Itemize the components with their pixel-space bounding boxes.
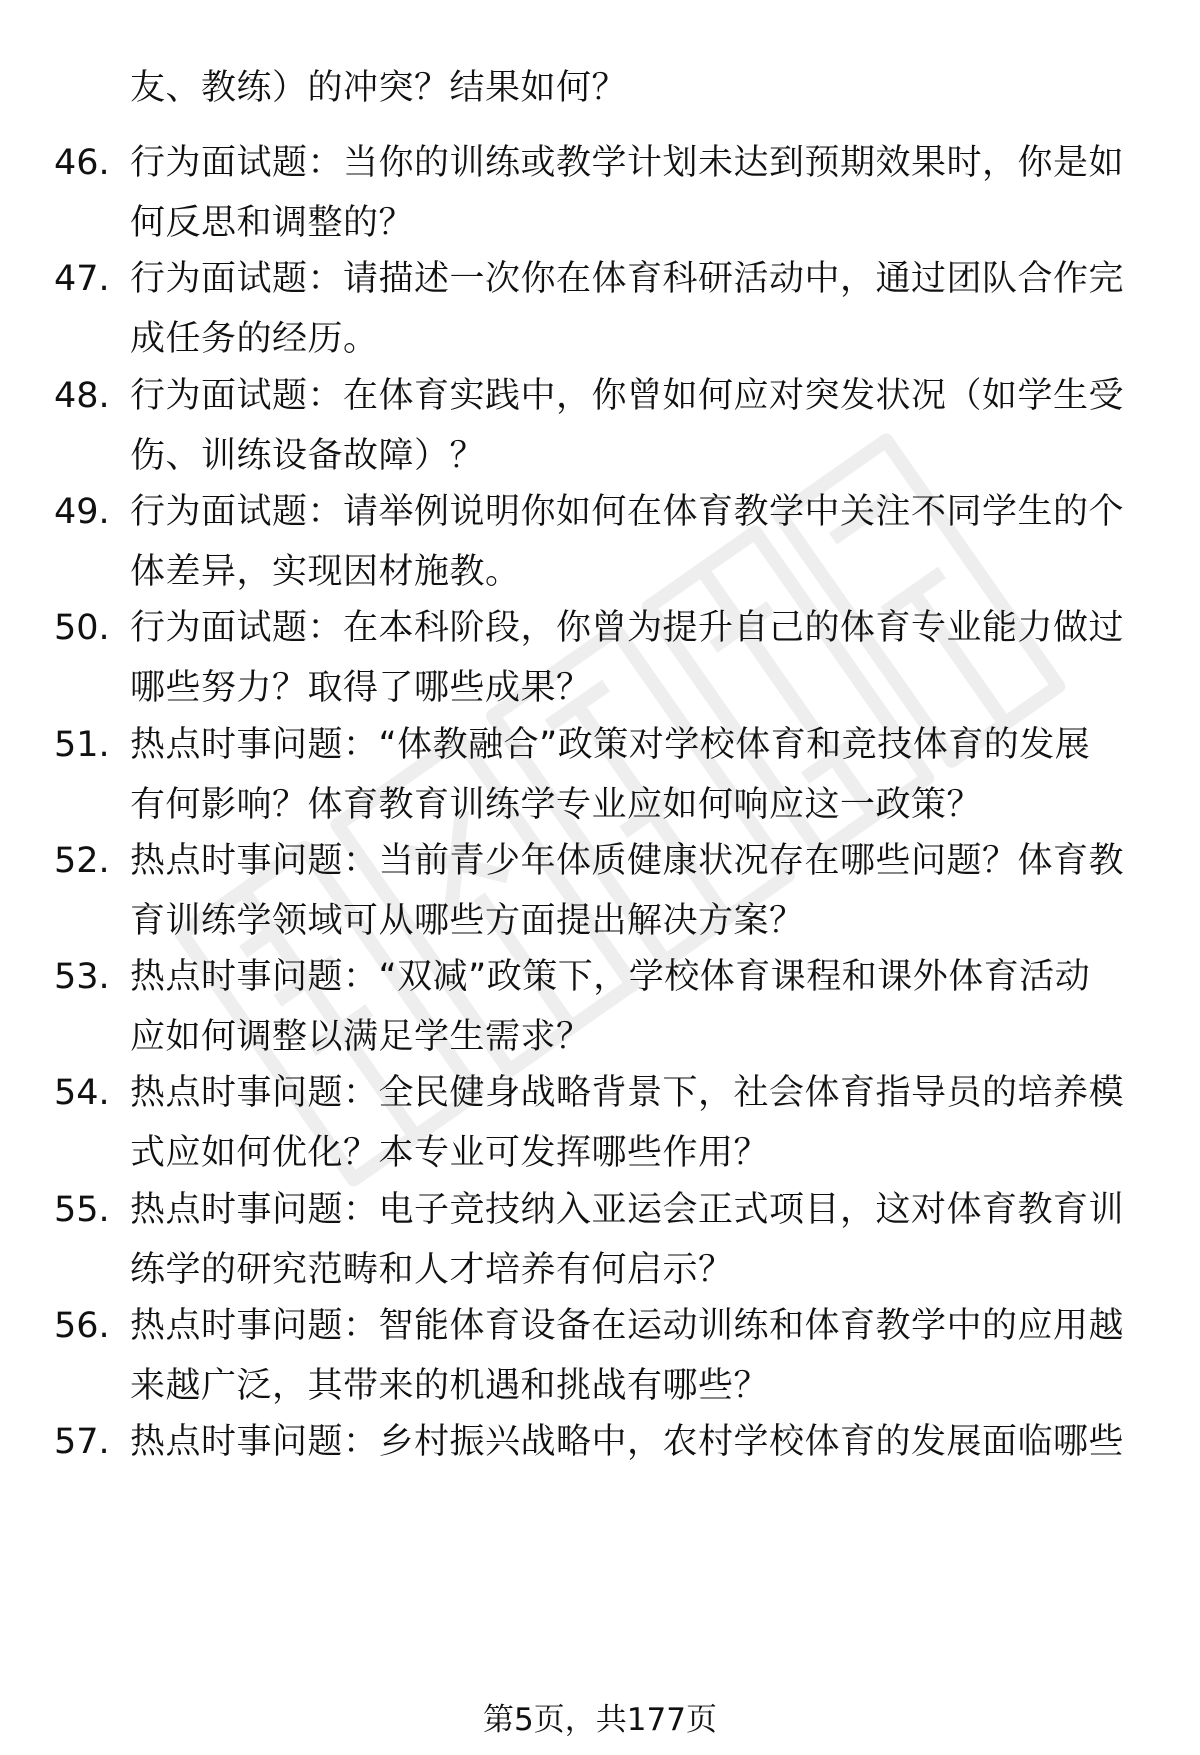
- question-text-line1: 行为面试题：当你的训练或教学计划未达到预期效果时，你是如: [130, 143, 1125, 183]
- question-item: [0, 1414, 1200, 1534]
- continuation-line: 友、教练）的冲突？结果如何？: [130, 68, 628, 108]
- question-item: [0, 600, 1200, 720]
- question-text-line2: 育训练学领域可从哪些方面提出解决方案？: [130, 901, 805, 941]
- question-number: 57.: [54, 1422, 110, 1462]
- question-text-line1: 热点时事问题：“体教融合”政策对学校体育和竞技体育的发展: [130, 725, 1091, 765]
- question-number: 52.: [54, 841, 110, 881]
- question-text-line2: 体差异，实现因材施教。: [130, 552, 521, 592]
- question-number: 48.: [54, 376, 110, 416]
- question-text-line2: 应如何调整以满足学生需求？: [130, 1017, 592, 1057]
- question-number: 49.: [54, 492, 110, 532]
- question-number: 53.: [54, 957, 110, 997]
- question-text-line1: 热点时事问题：电子竞技纳入亚运会正式项目，这对体育教育训: [130, 1190, 1125, 1230]
- question-text-line2: 来越广泛，其带来的机遇和挑战有哪些？: [130, 1366, 770, 1406]
- question-number: 50.: [54, 608, 110, 648]
- question-item: [0, 1298, 1200, 1418]
- question-text-line1: 行为面试题：在本科阶段，你曾为提升自己的体育专业能力做过: [130, 608, 1125, 648]
- question-text-line1: 热点时事问题：智能体育设备在运动训练和体育教学中的应用越: [130, 1306, 1125, 1346]
- question-text-line1: 热点时事问题：乡村振兴战略中，农村学校体育的发展面临哪些: [130, 1422, 1125, 1462]
- question-text-line2: 有何影响？体育教育训练学专业应如何响应这一政策？: [130, 785, 983, 825]
- question-text-line1: 热点时事问题：当前青少年体质健康状况存在哪些问题？体育教: [130, 841, 1125, 881]
- question-text-line2: 练学的研究范畴和人才培养有何启示？: [130, 1250, 734, 1290]
- question-text-line1: 行为面试题：请描述一次你在体育科研活动中，通过团队合作完: [130, 259, 1125, 299]
- question-number: 56.: [54, 1306, 110, 1346]
- question-item: [0, 717, 1200, 837]
- question-item: [0, 368, 1200, 488]
- question-text-line2: 哪些努力？取得了哪些成果？: [130, 668, 592, 708]
- question-number: 55.: [54, 1190, 110, 1230]
- question-item: [0, 949, 1200, 1069]
- question-number: 47.: [54, 259, 110, 299]
- question-text-line1: 行为面试题：请举例说明你如何在体育教学中关注不同学生的个: [130, 492, 1125, 532]
- question-item: [0, 251, 1200, 371]
- question-number: 46.: [54, 143, 110, 183]
- question-number: 54.: [54, 1073, 110, 1113]
- question-text-line1: 热点时事问题：全民健身战略背景下，社会体育指导员的培养模: [130, 1073, 1125, 1113]
- question-item: [0, 135, 1200, 255]
- question-item: [0, 1182, 1200, 1302]
- question-text-line2: 伤、训练设备故障）？: [130, 436, 486, 476]
- question-text-line2: 何反思和调整的？: [130, 203, 415, 243]
- question-item: [0, 484, 1200, 604]
- question-item: [0, 1065, 1200, 1185]
- question-text-line1: 热点时事问题：“双减”政策下，学校体育课程和课外体育活动: [130, 957, 1091, 997]
- question-item: [0, 833, 1200, 953]
- question-text-line2: 式应如何优化？本专业可发挥哪些作用？: [130, 1133, 770, 1173]
- question-number: 51.: [54, 725, 110, 765]
- question-text-line1: 行为面试题：在体育实践中，你曾如何应对突发状况（如学生受: [130, 376, 1125, 416]
- question-text-line2: 成任务的经历。: [130, 319, 379, 359]
- page-footer: 第5页，共177页: [483, 1702, 717, 1738]
